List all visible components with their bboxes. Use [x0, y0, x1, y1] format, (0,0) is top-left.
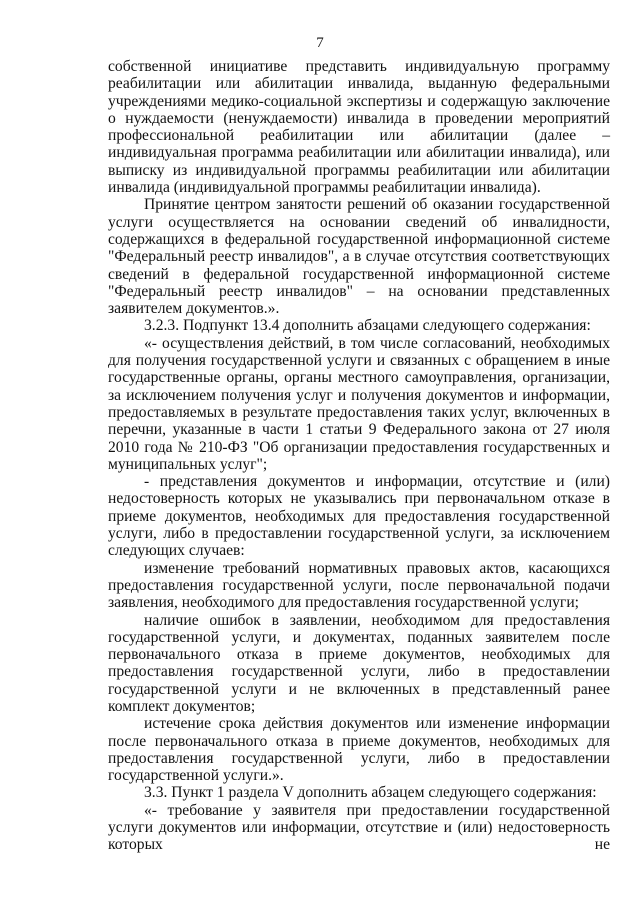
paragraph-actions-approvals: «- осуществления действий, в том числе согласований, необходимых для получения государственной услуги и связанных с обращением в иные государственные органы, органы местного самоуправления, организации, за исключением получения услуг и получения документов и информации, предоставляемых в результате предоставления таких услуг, включенных в перечни, указанные в части 1 статьи 9 Федерального закона от 27 июля 2010 года № 210-ФЗ "Об организации предоставления государственных и муниципальных услуг"; — [108, 334, 610, 473]
paragraph-regulation-change: изменение требований нормативных правовых актов, касающихся предоставления государственной услуги, после первоначальной подачи заявления, необходимого для предоставления государственной услуги; — [108, 559, 610, 612]
paragraph-clause-3-3: 3.3. Пункт 1 раздела V дополнить абзацем следующего содержания: — [144, 784, 597, 802]
page-number: 7 — [316, 35, 324, 51]
document-body — [108, 58, 610, 854]
paragraph-applicant-requirement: «- требование у заявителя при предоставлении государственной услуги документов или информации, отсутствие и (или) недостоверность которых не — [108, 801, 610, 854]
paragraph-documents-information: - представления документов и информации, отсутствие и (или) недостоверность которых не указывались при первоначальном отказе в приеме документов, необходимых для предоставления государственной услуги, либо в предоставлении государственной услуги, за исключением следующих случаев: — [108, 473, 610, 560]
paragraph-document-expiry: истечение срока действия документов или изменение информации после первоначального отказа в приеме документов, необходимых для предоставления государственной услуги, либо в предоставлении государственной услуги.». — [108, 715, 610, 785]
paragraph-continuation: собственной инициативе представить индивидуальную программу реабилитации или абилитации инвалида, выданную федеральными учреждениями медико-социальной экспертизы и содержащую заключение о нуждаемости (ненуждаемости) инвалида в проведении мероприятий профессиональной реабилитации или абилитации (далее – индивидуальная программа реабилитации или абилитации инвалида), или выписку из индивидуальной программы реабилитации или абилитации инвалида (индивидуальной программы реабилитации инвалида). — [108, 58, 610, 197]
paragraph-subclause-3-2-3: 3.2.3. Подпункт 13.4 дополнить абзацами следующего содержания: — [144, 317, 591, 335]
paragraph-employment-center-decision: Принятие центром занятости решений об оказании государственной услуги осуществляется на основании сведений об инвалидности, содержащихся в федеральной государственной информационной системе "Федеральный реестр инвалидов", а в случае отсутствия соответствующих сведений в федеральной государственной информационной системе "Федеральный реестр инвалидов" – на основании представленных заявителем документов.». — [108, 196, 610, 318]
paragraph-errors-in-application: наличие ошибок в заявлении, необходимом для предоставления государственной услуги, и документах, поданных заявителем после первоначального отказа в приеме документов, необходимых для предоставления государственной услуги, либо в предоставлении государственной услуги и не включенных в представленный ранее комплект документов; — [108, 611, 610, 715]
